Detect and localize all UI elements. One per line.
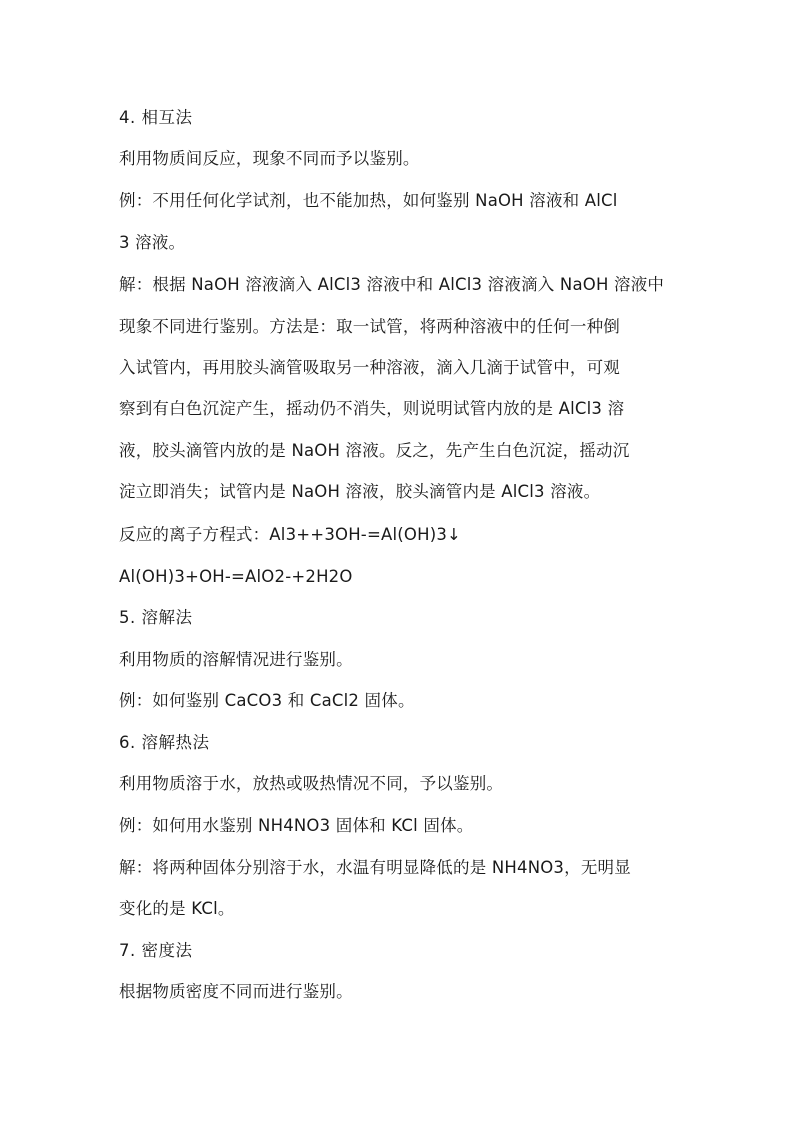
section-6-heading: 6. 溶解热法	[119, 733, 210, 752]
section-4-solution-line-5: 液，胶头滴管内放的是 NaOH 溶液。反之，先产生白色沉淀，摇动沉	[119, 441, 630, 460]
section-4-solution-line-6: 淀立即消失；试管内是 NaOH 溶液，胶头滴管内是 AlCl3 溶液。	[119, 482, 601, 501]
section-7-description: 根据物质密度不同而进行鉴别。	[119, 982, 353, 1001]
section-4-solution-line-3: 入试管内，再用胶头滴管吸取另一种溶液，滴入几滴于试管中，可观	[119, 358, 620, 377]
section-4-heading: 4. 相互法	[119, 108, 193, 127]
section-4-solution-line-4: 察到有白色沉淀产生，摇动仍不消失，则说明试管内放的是 AlCl3 溶	[119, 399, 625, 418]
section-5-example: 例：如何鉴别 CaCO3 和 CaCl2 固体。	[119, 691, 415, 710]
section-4-solution-line-2: 现象不同进行鉴别。方法是：取一试管，将两种溶液中的任何一种倒	[119, 317, 620, 336]
section-4-equation-line-2: Al(OH)3+OH-=AlO2-+2H2O	[119, 567, 353, 586]
section-5-description: 利用物质的溶解情况进行鉴别。	[119, 650, 353, 669]
section-4-example-line-2: 3 溶液。	[119, 233, 186, 252]
section-4-equation-line-1: 反应的离子方程式：Al3++3OH-=Al(OH)3↓	[119, 525, 462, 544]
section-4-example-line-1: 例：不用任何化学试剂，也不能加热，如何鉴别 NaOH 溶液和 AlCl	[119, 191, 618, 210]
section-5-heading: 5. 溶解法	[119, 608, 193, 627]
section-4-solution-line-1: 解：根据 NaOH 溶液滴入 AlCl3 溶液中和 AlCl3 溶液滴入 NaOH 溶液中	[119, 275, 665, 294]
section-6-solution-line-1: 解：将两种固体分别溶于水，水温有明显降低的是 NH4NO3，无明显	[119, 858, 631, 877]
section-6-description: 利用物质溶于水，放热或吸热情况不同，予以鉴别。	[119, 774, 504, 793]
section-7-heading: 7. 密度法	[119, 941, 193, 960]
section-6-solution-line-2: 变化的是 KCl。	[119, 899, 235, 918]
section-4-description: 利用物质间反应，现象不同而予以鉴别。	[119, 149, 420, 168]
section-6-example: 例：如何用水鉴别 NH4NO3 固体和 KCl 固体。	[119, 816, 474, 835]
